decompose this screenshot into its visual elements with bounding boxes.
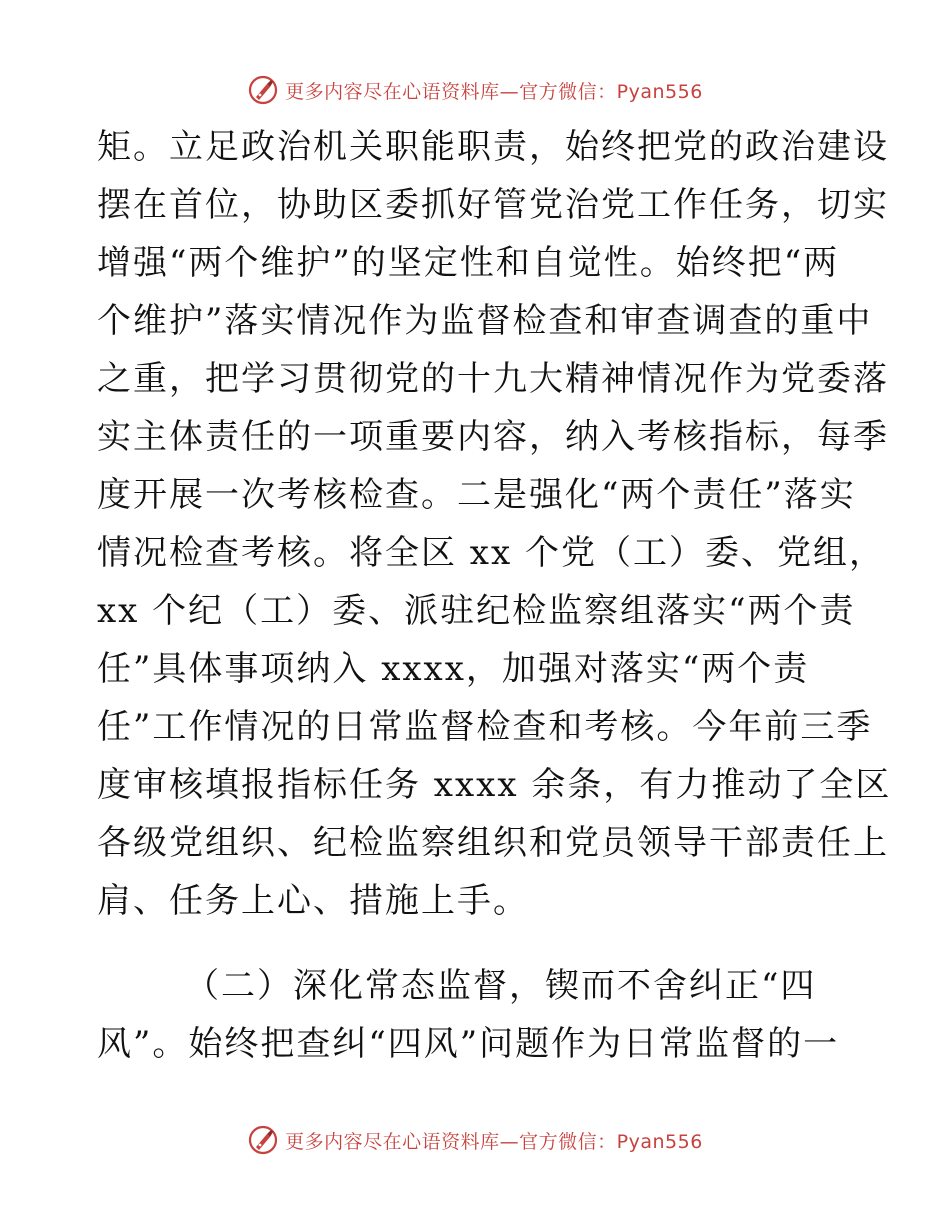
body-line: 摆在首位，协助区委抓好管党治党工作任务，切实	[97, 185, 889, 225]
section-heading-text: （二）深化常态监督，锲而不舍纠正“四	[185, 966, 817, 1006]
pen-nib-logo-icon	[247, 1124, 279, 1156]
body-line: 增强“两个维护”的坚定性和自觉性。始终把“两	[97, 243, 840, 283]
body-line: xx 个纪（工）委、派驻纪检监察组落实“两个责	[97, 591, 856, 631]
body-line: 之重，把学习贯彻党的十九大精神情况作为党委落	[97, 359, 889, 399]
section-heading-line	[97, 957, 857, 1015]
footer-banner	[0, 1120, 950, 1160]
body-line: 任”工作情况的日常监督检查和考核。今年前三季	[97, 707, 873, 747]
pen-nib-logo-icon	[247, 74, 279, 106]
header-banner	[0, 70, 950, 110]
document-body	[97, 118, 892, 1073]
body-line: 实主体责任的一项重要内容，纳入考核指标，每季	[97, 417, 889, 457]
body-line: 风”。始终把查纠“四风”问题作为日常监督的一	[97, 1024, 840, 1064]
body-line: 矩。立足政治机关职能职责，始终把党的政治建设	[97, 127, 889, 167]
body-line: 肩、任务上心、措施上手。	[97, 881, 529, 921]
header-banner-text: 更多内容尽在心语资料库—官方微信：Pyan556	[285, 80, 703, 103]
body-line: 各级党组织、纪检监察组织和党员领导干部责任上	[97, 823, 889, 863]
body-line: 任”具体事项纳入 xxxx，加强对落实“两个责	[97, 649, 810, 689]
body-line: 度开展一次考核检查。二是强化“两个责任”落实	[97, 475, 856, 515]
body-line: 情况检查考核。将全区 xx 个党（工）委、党组，	[97, 533, 885, 573]
footer-banner-text: 更多内容尽在心语资料库—官方微信：Pyan556	[285, 1130, 703, 1153]
body-line: 度审核填报指标任务 xxxx 余条，有力推动了全区	[97, 765, 892, 805]
body-line: 个维护”落实情况作为监督检查和审查调查的重中	[97, 301, 873, 341]
